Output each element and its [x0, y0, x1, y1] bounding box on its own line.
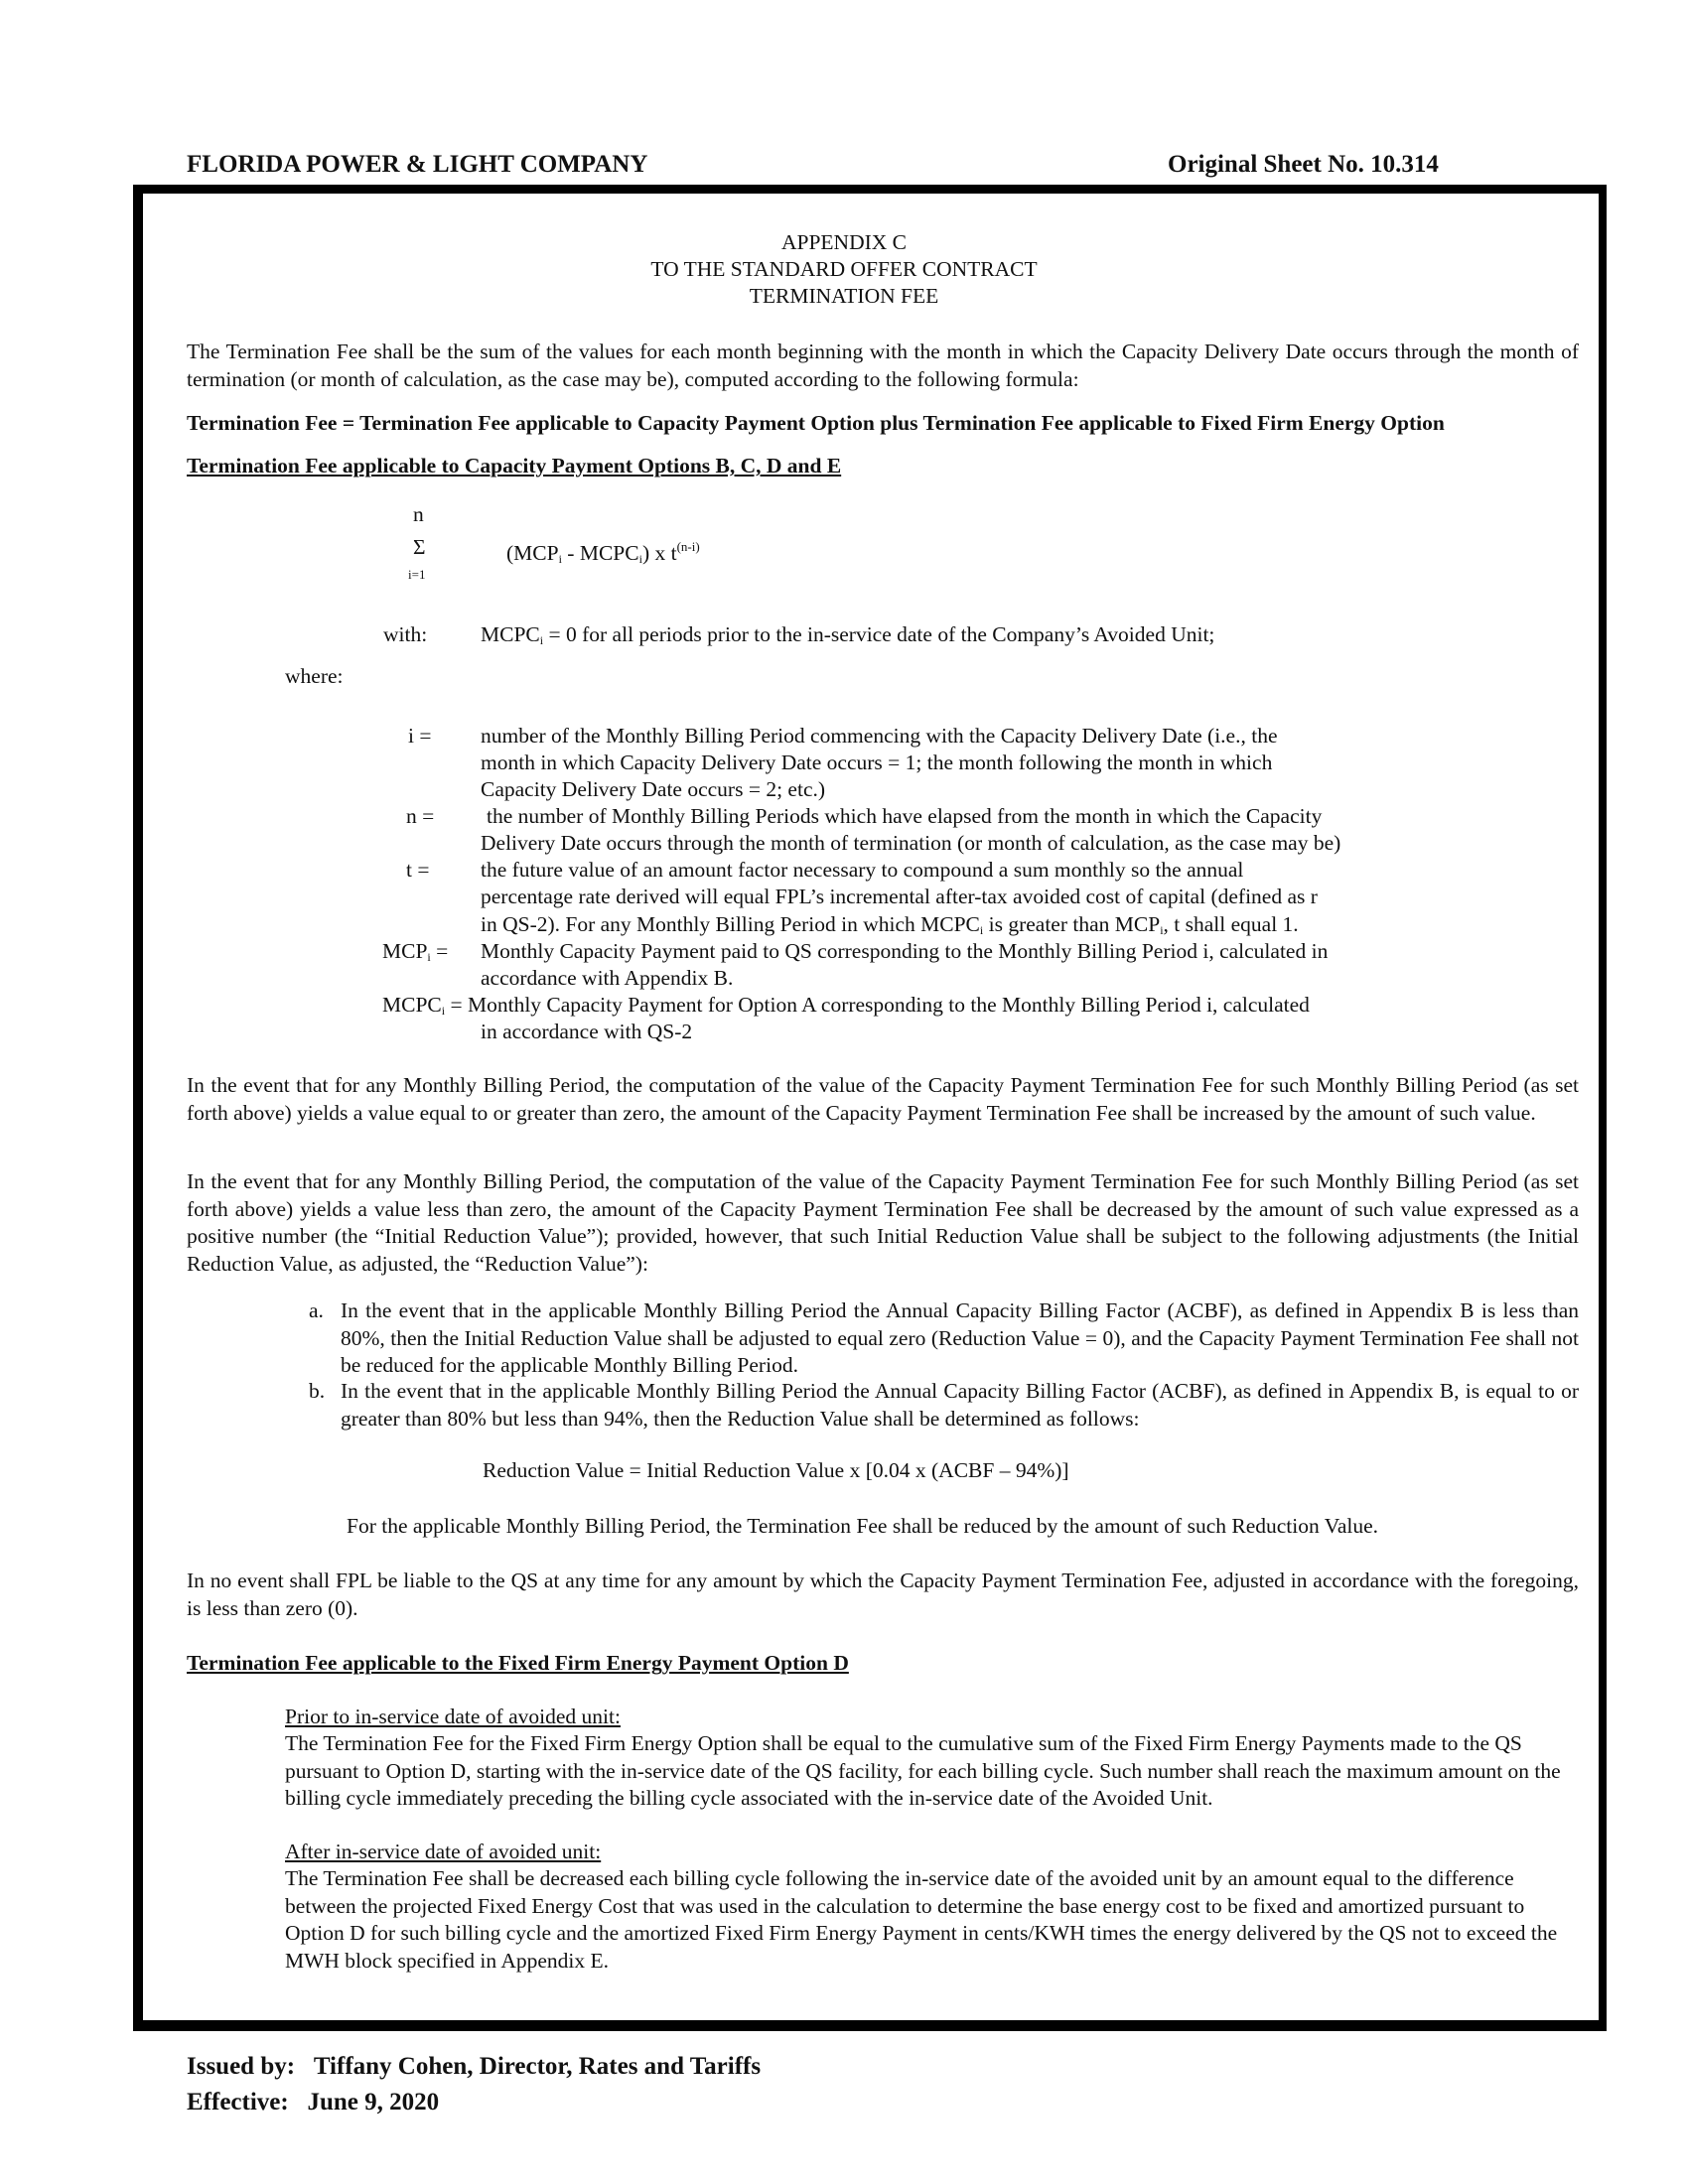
- def-t-line3: in QS-2). For any Monthly Billing Period in which $MCPC_i$ is greater than $MCP_i$, t shall equal 1.: [481, 912, 1299, 937]
- reduction-note: For the applicable Monthly Billing Period, the Termination Fee shall be reduced by the amount of such Reduction Value.: [347, 1514, 1379, 1538]
- where-label: where:: [285, 664, 344, 688]
- item-a-label: a.: [309, 1298, 324, 1322]
- issued-label: Issued by:: [187, 2053, 296, 2080]
- with-label: with:: [383, 622, 428, 646]
- prior-text: The Termination Fee for the Fixed Firm Energy Option shall be equal to the cumulative sum of the Fixed Firm Energy Payments made to the QS pursuant to Option D, starting with the in-service date of the QS facility, for each billing cycle. Such number shall reach the maximum amount on the billing cycle immediately preceding the billing cycle associated with the in-service date of the Avoided Unit.: [285, 1731, 1561, 1810]
- paragraph-decrease: In the event that for any Monthly Billing Period, the computation of the value of the Capacity Payment Termination Fee for such Monthly Billing Period (as set forth above) yields a value less than zero, the amount of the Capacity Payment Termination Fee shall be decreased by the amount of such value expressed as a positive number (the “Initial Reduction Value”); provided, however, that such Initial Reduction Value shall be subject to the following adjustments (the Initial Reduction Value, as adjusted, the “Reduction Value”):: [187, 1169, 1579, 1276]
- title-appendix: APPENDIX C: [780, 230, 908, 254]
- after-text: The Termination Fee shall be decreased each billing cycle following the in-service date of the avoided unit by an amount equal to the difference between the projected Fixed Energy Cost that was used in the calculation to determine the base energy cost to be fixed and amortized pursuant to Option D for such billing cycle and the amortized Fixed Firm Energy Payment in cents/KWH times the energy delivered by the QS not to exceed the MWH block specified in Appendix E.: [285, 1866, 1558, 1973]
- issued-by: [187, 2053, 761, 2081]
- with-text: $MCPC_i = 0$ for all periods prior to the in-service date of the Company’s Avoided Unit;: [481, 622, 1215, 647]
- sheet-number: Original Sheet No. 10.314: [1168, 151, 1439, 178]
- title-contract: TO THE STANDARD OFFER CONTRACT: [650, 257, 1038, 281]
- sum-expression: ($MCP_i$ - $MCPC_i$) x $t^{(n-i)}$: [506, 539, 700, 566]
- def-n-symbol: n =: [406, 804, 435, 828]
- def-i-line3: Capacity Delivery Date occurs = 2; etc.): [481, 777, 826, 801]
- def-t-line1: the future value of an amount factor necessary to compound a sum monthly so the annual: [481, 858, 1244, 882]
- effective-label: Effective:: [187, 2089, 289, 2116]
- issued-value: Tiffany Cohen, Director, Rates and Tariffs: [313, 2053, 762, 2080]
- effective-date: [187, 2089, 439, 2116]
- sum-upper-limit: n: [413, 502, 424, 526]
- item-b-label: b.: [309, 1379, 326, 1403]
- paragraph-no-event: In no event shall FPL be liable to the QS at any time for any amount by which the Capacity Payment Termination Fee, adjusted in accordance with the foregoing, is less than zero (0).: [187, 1569, 1579, 1620]
- formula-main: Termination Fee = Termination Fee applicable to Capacity Payment Option plus Termination Fee applicable to Fixed Firm Energy Option: [187, 411, 1445, 435]
- reduction-formula: Reduction Value = Initial Reduction Value x [0.04 x (ACBF – 94%)]: [483, 1458, 1069, 1482]
- def-n-line2: Delivery Date occurs through the month of termination (or month of calculation, as the case may be): [481, 831, 1341, 855]
- def-mcp-line2: accordance with Appendix B.: [481, 966, 734, 990]
- def-i-line2: month in which Capacity Delivery Date occurs = 1; the month following the month in which: [481, 751, 1273, 774]
- item-a-text: In the event that in the applicable Monthly Billing Period the Annual Capacity Billing Factor (ACBF), as defined in Appendix B is less than 80%, then the Initial Reduction Value shall be adjusted to equal zero (Reduction Value = 0), and the Capacity Payment Termination Fee shall not be reduced for the applicable Monthly Billing Period.: [341, 1298, 1579, 1377]
- item-b-text: In the event that in the applicable Monthly Billing Period the Annual Capacity Billing Factor (ACBF), as defined in Appendix B, is equal to or greater than 80% but less than 94%, then the Reduction Value shall be determined as follows:: [341, 1379, 1579, 1431]
- def-mcp-symbol: $MCP_i$ =: [382, 939, 449, 964]
- def-i-line1: number of the Monthly Billing Period commencing with the Capacity Delivery Date (i.e., the: [481, 724, 1278, 748]
- def-t-symbol: t =: [406, 858, 430, 882]
- intro-paragraph: The Termination Fee shall be the sum of the values for each month beginning with the month in which the Capacity Delivery Date occurs through the month of termination (or month of calculation, as the case may be), computed according to the following formula:: [187, 340, 1579, 391]
- sigma-symbol: Σ: [413, 535, 426, 559]
- def-i-symbol: i =: [408, 724, 432, 748]
- sum-lower-limit: i=1: [408, 567, 426, 582]
- def-mcp-line1: Monthly Capacity Payment paid to QS corresponding to the Monthly Billing Period i, calculated in: [481, 939, 1329, 963]
- prior-heading: Prior to in-service date of avoided unit:: [285, 1705, 621, 1728]
- after-heading: After in-service date of avoided unit:: [285, 1840, 602, 1863]
- section2-heading: Termination Fee applicable to the Fixed Firm Energy Payment Option D: [187, 1651, 849, 1675]
- company-name: FLORIDA POWER & LIGHT COMPANY: [187, 151, 648, 178]
- def-mcpc: $MCPC_i$ = Monthly Capacity Payment for Option A corresponding to the Monthly Billing Period i, calculated: [382, 993, 1310, 1018]
- paragraph-increase: In the event that for any Monthly Billing Period, the computation of the value of the Capacity Payment Termination Fee for such Monthly Billing Period (as set forth above) yields a value equal to or greater than zero, the amount of the Capacity Payment Termination Fee shall be increased by the amount of such value.: [187, 1073, 1579, 1125]
- def-mcpc-line2: in accordance with QS-2: [481, 1020, 693, 1043]
- def-n-line1: the number of Monthly Billing Periods which have elapsed from the month in which the Capacity: [487, 804, 1323, 828]
- title-termination-fee: TERMINATION FEE: [749, 284, 939, 308]
- def-t-line2: percentage rate derived will equal FPL’s incremental after-tax avoided cost of capital (defined as r: [481, 885, 1318, 908]
- section1-heading: Termination Fee applicable to Capacity Payment Options B, C, D and E: [187, 454, 842, 478]
- effective-value: June 9, 2020: [307, 2089, 440, 2116]
